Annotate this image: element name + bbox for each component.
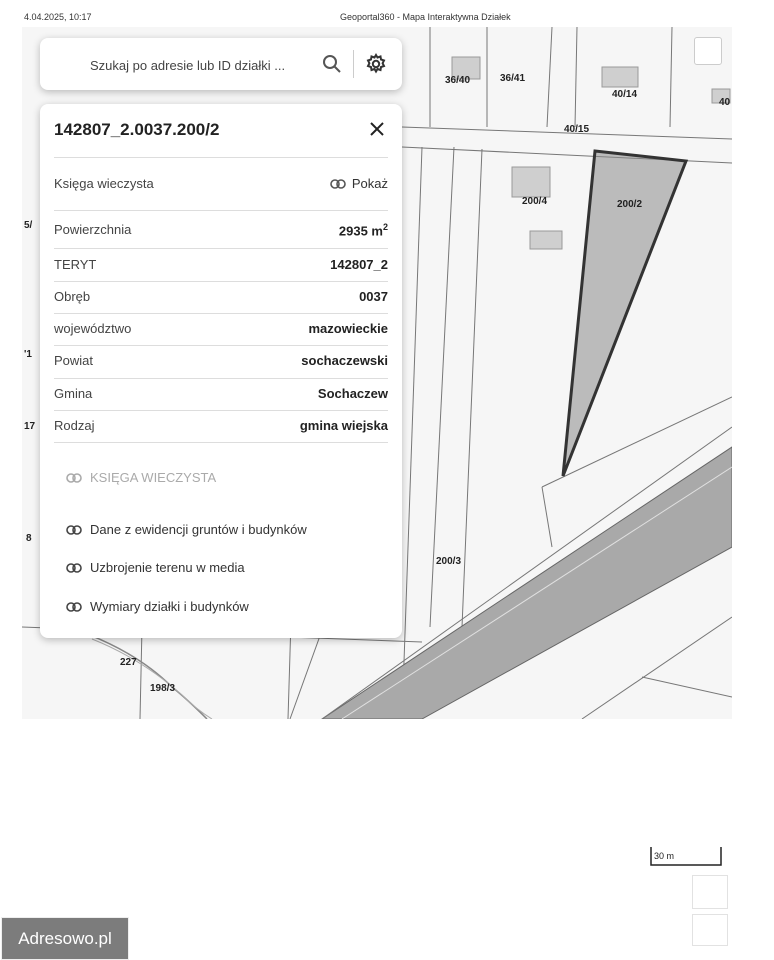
parcel-label: 200/4 xyxy=(522,196,548,207)
land-register-row xyxy=(54,174,388,194)
parcel-label: 17 xyxy=(24,421,36,432)
divider xyxy=(54,345,388,346)
parcel-info-panel xyxy=(40,104,402,638)
link-label: Dane z ewidencji gruntów i budynków xyxy=(90,522,307,537)
search-divider xyxy=(353,50,354,78)
property-label: Powierzchnia xyxy=(54,222,132,237)
link-label: Uzbrojenie terenu w media xyxy=(90,560,245,575)
parcel-label: 227 xyxy=(120,657,137,668)
scan-artifact xyxy=(692,875,728,909)
property-value: mazowieckie xyxy=(308,321,388,336)
gear-icon xyxy=(364,52,388,76)
divider xyxy=(54,157,388,158)
parcel-label: 200/3 xyxy=(436,556,462,567)
parcel-label: 40/15 xyxy=(564,124,590,135)
area-unit-exponent: 2 xyxy=(382,222,388,232)
parcel-label: 40/14 xyxy=(612,89,638,100)
watermark-logo: Adresowo.pl xyxy=(1,917,129,960)
scale-bar xyxy=(650,845,722,867)
scan-artifact xyxy=(692,914,728,946)
search-bar xyxy=(40,38,402,90)
show-land-register-label: Pokaż xyxy=(351,176,388,191)
property-row xyxy=(54,319,388,339)
settings-button[interactable] xyxy=(364,52,388,76)
divider xyxy=(54,410,388,411)
parcel-label: 198/3 xyxy=(150,683,176,694)
parcel-label: 5/ xyxy=(24,220,33,231)
scale-bar-label: 30 m xyxy=(654,851,675,861)
link-icon xyxy=(66,563,82,573)
parcel-label: 40 xyxy=(719,97,731,108)
parcel-label: 36/41 xyxy=(500,73,526,84)
dimensions-link[interactable] xyxy=(66,599,249,614)
property-row xyxy=(54,384,388,404)
property-label: Rodzaj xyxy=(54,418,95,433)
map-layer-button[interactable] xyxy=(694,37,722,65)
divider xyxy=(54,442,388,443)
property-label: TERYT xyxy=(54,257,97,272)
link-icon xyxy=(66,525,82,535)
link-icon xyxy=(330,179,346,189)
area-value: 2935 m xyxy=(338,223,383,239)
link-label: Wymiary działki i budynków xyxy=(90,599,249,614)
search-button[interactable] xyxy=(320,52,344,76)
divider xyxy=(54,210,388,211)
property-value xyxy=(339,222,388,238)
property-row xyxy=(54,287,388,307)
property-row xyxy=(54,351,388,371)
divider xyxy=(54,313,388,314)
land-register-link-disabled xyxy=(66,470,216,485)
parcel-label: 200/2 xyxy=(617,199,643,210)
property-row xyxy=(54,220,388,240)
property-label: Powiat xyxy=(54,353,94,368)
close-icon xyxy=(366,118,388,140)
divider xyxy=(54,248,388,249)
search-icon xyxy=(320,52,344,76)
show-land-register-link[interactable] xyxy=(330,176,388,191)
print-page-title: Geoportal360 - Mapa Interaktywna Działek xyxy=(340,12,511,22)
property-value: gmina wiejska xyxy=(299,418,388,433)
property-label: Gmina xyxy=(54,386,93,401)
link-label: KSIĘGA WIECZYSTA xyxy=(90,470,217,485)
property-row xyxy=(54,416,388,436)
property-label: województwo xyxy=(54,321,132,336)
link-icon xyxy=(66,602,82,612)
property-row xyxy=(54,255,388,275)
print-datetime: 4.04.2025, 10:17 xyxy=(24,12,92,22)
close-button[interactable] xyxy=(366,118,388,140)
parcel-label: 8 xyxy=(26,533,32,544)
parcel-id-title: 142807_2.0037.200/2 xyxy=(54,120,220,139)
divider xyxy=(54,378,388,379)
property-value: 0037 xyxy=(359,289,388,304)
print-header xyxy=(0,8,774,26)
divider xyxy=(54,281,388,282)
land-records-link[interactable] xyxy=(66,522,307,537)
parcel-label: 36/40 xyxy=(445,75,471,86)
land-register-label: Księga wieczysta xyxy=(54,176,154,191)
search-input[interactable] xyxy=(88,54,312,76)
parcel-label: '1 xyxy=(24,349,32,360)
utilities-link[interactable] xyxy=(66,560,245,575)
property-value: Sochaczew xyxy=(317,386,388,401)
link-icon xyxy=(66,473,82,483)
property-value: sochaczewski xyxy=(301,353,388,368)
property-label: Obręb xyxy=(54,289,91,304)
property-value: 142807_2 xyxy=(330,257,388,272)
